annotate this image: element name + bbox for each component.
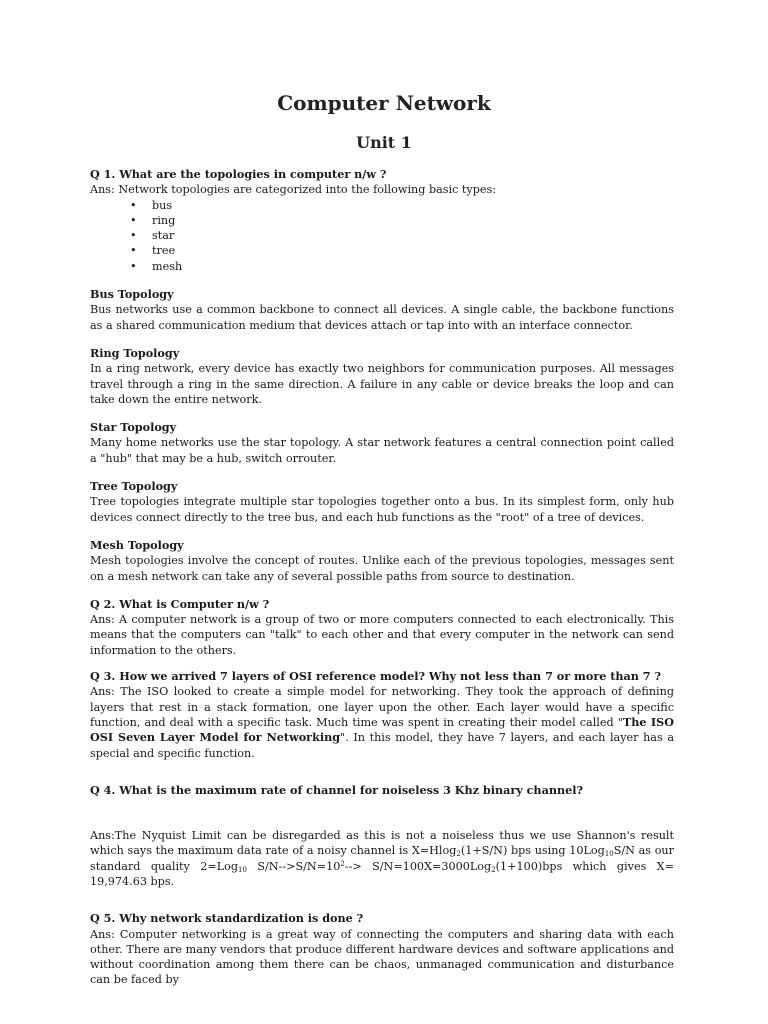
document-title: Computer Network <box>277 91 491 115</box>
list-item: • tree <box>90 243 674 258</box>
list-item: • mesh <box>90 259 674 274</box>
topology-list <box>90 198 674 274</box>
osi-model-name: The ISO OSI Seven Layer Model for Networking <box>90 714 674 745</box>
list-item: • ring <box>90 213 674 228</box>
star-topology-text: Many home networks use the star topology. A star network features a central connection point called a "hub" that may be a hub, switch orrouter. <box>90 436 674 465</box>
star-topology-heading: Star Topology <box>90 420 177 435</box>
question-2: Q 2. What is Computer n/w ? <box>90 596 270 611</box>
mesh-topology-text: Mesh topologies involve the concept of routes. Unlike each of the previous topologies, messages sent on a mesh network can take any of several possible paths from source to destination. <box>90 554 674 583</box>
ring-topology-heading: Ring Topology <box>90 345 180 360</box>
answer-5: Ans: Computer networking is a great way of connecting the computers and sharing data with each other. There are many vendors that produce different hardware devices and software applications and without coordination among them there can be chaos, unmanaged communication and disturbance can be faced by <box>90 927 674 987</box>
question-5: Q 5. Why network standardization is done ? <box>90 911 364 926</box>
answer-3: Ans: The ISO looked to create a simple model for networking. They took the approach of defining layers that rest in a stack formation, one layer upon the other. Each layer would have a specific function, and deal with a specific task. Much time was spent in creating their model called "The ISO OSI Seven Layer Model for Networking". In this model, they have 7 layers, and each layer has a special and specific function. <box>90 685 674 760</box>
question-1: Q 1. What are the topologies in computer n/w ? <box>90 167 387 181</box>
list-item: • star <box>90 228 674 243</box>
question-3: Q 3. How we arrived 7 layers of OSI reference model? Why not less than 7 or more than 7 ? <box>90 669 662 684</box>
document-body <box>90 167 674 988</box>
bus-topology-text: Bus networks use a common backbone to connect all devices. A single cable, the backbone functions as a shared communication medium that devices attach or tap into with an interface connector. <box>90 303 674 332</box>
answer-4: Ans:The Nyquist Limit can be disregarded as this is not a noiseless thus we use Shannon's result which says the maximum data rate of a noisy channel is X=Hlog$_2$(1+S/N) bps using 10Log$_{10}$S/N as our standard quality 2=Log$_{10}$ $S/N-->S/N=10^2--> S/N=100X=3000Log_2(1+100)bps$ which gives X= 19,974.63 bps. <box>90 829 675 888</box>
ring-topology-text: In a ring network, every device has exactly two neighbors for communication purposes. All messages travel through a ring in the same direction. A failure in any cable or device breaks the loop and can take down the entire network. <box>90 362 674 406</box>
list-item: • bus <box>90 198 674 213</box>
unit-heading: Unit 1 <box>356 133 412 152</box>
bus-topology-heading: Bus Topology <box>90 287 174 302</box>
tree-topology-heading: Tree Topology <box>90 479 178 494</box>
tree-topology-text: Tree topologies integrate multiple star topologies together onto a bus. In its simplest form, only hub devices connect directly to the tree bus, and each hub functions as the "root" of a tree of devices. <box>90 495 674 524</box>
mesh-topology-heading: Mesh Topology <box>90 537 184 552</box>
question-4: Q 4. What is the maximum rate of channel for noiseless 3 Khz binary channel? <box>90 782 584 797</box>
answer-2: Ans: A computer network is a group of two or more computers connected to each electronically. This means that the computers can "talk" to each other and that every computer in the network can send information to the others. <box>90 613 674 657</box>
answer-1: Ans: Network topologies are categorized into the following basic types: <box>90 183 497 197</box>
